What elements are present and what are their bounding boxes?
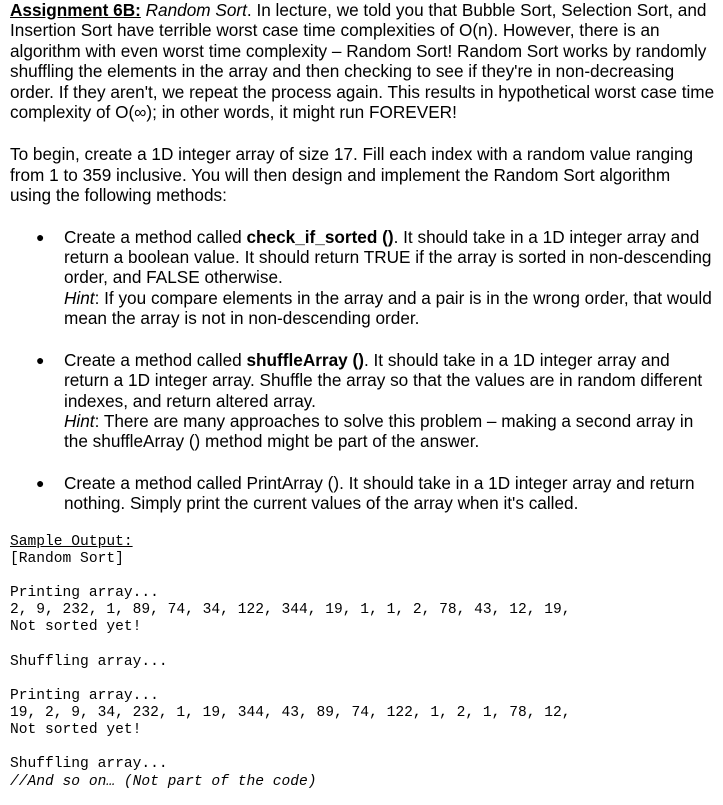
method-name: check_if_sorted () bbox=[246, 226, 394, 247]
bullet-check-if-sorted: ● Create a method called check_if_sorted (). It should take in a 1D integer array and return a boolean value. It should return TRUE if the array is sorted in non-descending order, and FALSE otherwise. Hint: If you compare elements in the array and a pair is in the wrong order, that would mean the array is not in non-descending order. bbox=[36, 226, 712, 329]
bullet-print-array: ● Create a method called PrintArray (). It should take in a 1D integer array and return nothing. Simply print the current values of the array when it's called. bbox=[36, 472, 695, 514]
bullet-dot: ● bbox=[36, 474, 45, 491]
method-name: shuffleArray () bbox=[246, 349, 364, 370]
sample-line: Printing array... bbox=[10, 687, 159, 704]
intro-paragraph bbox=[10, 0, 715, 122]
sample-line: 2, 9, 232, 1, 89, 74, 34, 122, 344, 19, 1, 1, 2, 78, 43, 12, 19, bbox=[10, 602, 571, 619]
bullet-dot: ● bbox=[36, 351, 45, 368]
sample-line: Not sorted yet! bbox=[10, 722, 142, 739]
setup-paragraph: To begin, create a 1D integer array of size 17. Fill each index with a random value ranging from 1 to 359 inclusive. You will then design and implement the Random Sort algorithm using the following methods: bbox=[10, 144, 694, 206]
sample-line: Shuffling array... bbox=[10, 653, 168, 670]
hint-label: Hint bbox=[64, 287, 95, 308]
sample-line: [Random Sort] bbox=[10, 550, 124, 567]
bullet-shuffle-array: ● Create a method called shuffleArray (). It should take in a 1D integer array and return a 1D integer array. Shuffle the array so that the values are in random different indexes, and return altered array. Hint: There are many approaches to solve this problem – making a second array in the shuffleArray () method might be part of the answer. bbox=[36, 349, 703, 452]
assignment-document bbox=[10, 0, 715, 791]
sample-line: 19, 2, 9, 34, 232, 1, 19, 344, 43, 89, 74, 122, 1, 2, 1, 78, 12, bbox=[10, 704, 571, 721]
sample-line: Printing array... bbox=[10, 584, 159, 601]
assignment-heading: Assignment 6B: bbox=[10, 0, 141, 20]
sample-output bbox=[10, 534, 715, 791]
assignment-title: Random Sort bbox=[145, 0, 247, 20]
intro-text: . In lecture, we told you that Bubble Sort, Selection Sort, and Insertion Sort have terrible worst case time complexities of O(n). However, there is an algorithm with even worst time complexity – Random Sort! Random Sort works by randomly shuffling the elements in the array and then checking to see if they're in non-decreasing order. If they aren't, we repeat the process again. This results in hypothetical worst case time complexity of O(∞); in other words, it might run FOREVER! bbox=[10, 0, 715, 123]
hint-label: Hint bbox=[64, 410, 95, 431]
sample-output-heading: Sample Output: bbox=[10, 533, 133, 550]
bullet-dot: ● bbox=[36, 228, 45, 245]
sample-line: //And so on… (Not part of the code) bbox=[10, 773, 317, 790]
sample-line: Not sorted yet! bbox=[10, 619, 142, 636]
sample-line: Shuffling array... bbox=[10, 756, 168, 773]
